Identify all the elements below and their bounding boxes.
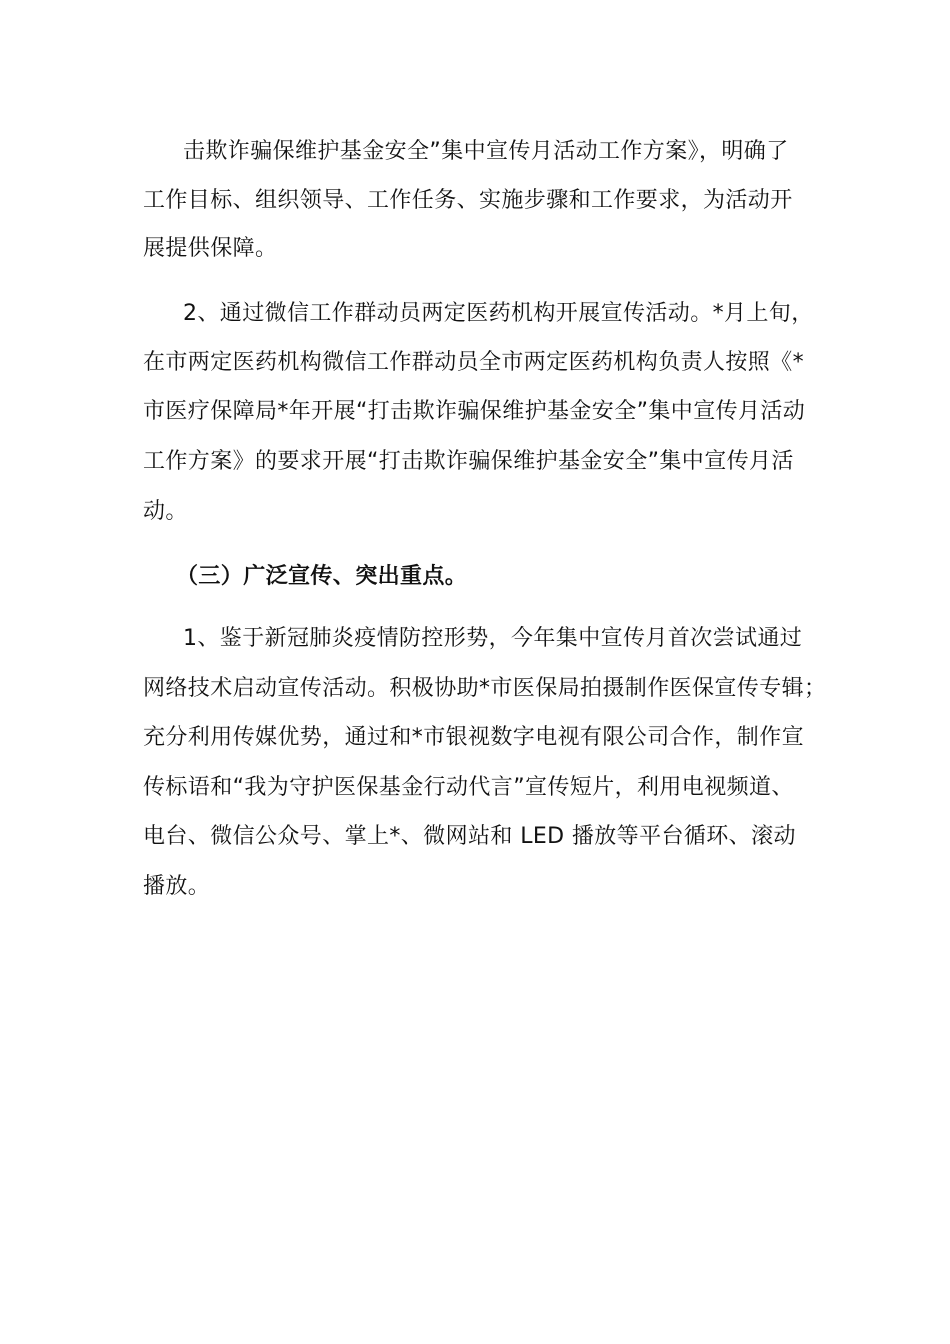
paragraph-2-line-3: 市医疗保障局*年开展“打击欺诈骗保维护基金安全”集中宣传月活动 — [143, 399, 806, 424]
paragraph-3-line-5: 电台、微信公众号、掌上*、微网站和 LED 播放等平台循环、滚动 — [143, 824, 796, 849]
paragraph-3-line-3: 充分利用传媒优势，通过和*市银视数字电视有限公司合作，制作宣 — [143, 725, 805, 750]
paragraph-1-line-2: 工作目标、组织领导、工作任务、实施步骤和工作要求，为活动开 — [143, 188, 793, 213]
paragraph-3-line-2: 网络技术启动宣传活动。积极协助*市医保局拍摄制作医保宣传专辑； — [143, 676, 827, 701]
paragraph-2-line-1: 2、通过微信工作群动员两定医药机构开展宣传活动。*月上旬， — [183, 301, 814, 326]
paragraph-3-line-4: 传标语和“我为守护医保基金行动代言”宣传短片，利用电视频道、 — [143, 775, 794, 800]
paragraph-3-line-1: 1、鉴于新冠肺炎疫情防控形势，今年集中宣传月首次尝试通过 — [183, 626, 803, 651]
paragraph-2-line-2: 在市两定医药机构微信工作群动员全市两定医药机构负责人按照《* — [143, 350, 805, 375]
paragraph-1-line-1: 击欺诈骗保维护基金安全”集中宣传月活动工作方案》，明确了 — [183, 139, 789, 164]
section-heading: （三）广泛宣传、突出重点。 — [176, 564, 468, 589]
paragraph-3-line-6: 播放。 — [143, 874, 211, 899]
paragraph-2-line-4: 工作方案》的要求开展“打击欺诈骗保维护基金安全”集中宣传月活 — [143, 449, 794, 474]
paragraph-1-line-3: 展提供保障。 — [143, 236, 278, 261]
paragraph-2-line-5: 动。 — [143, 499, 188, 524]
